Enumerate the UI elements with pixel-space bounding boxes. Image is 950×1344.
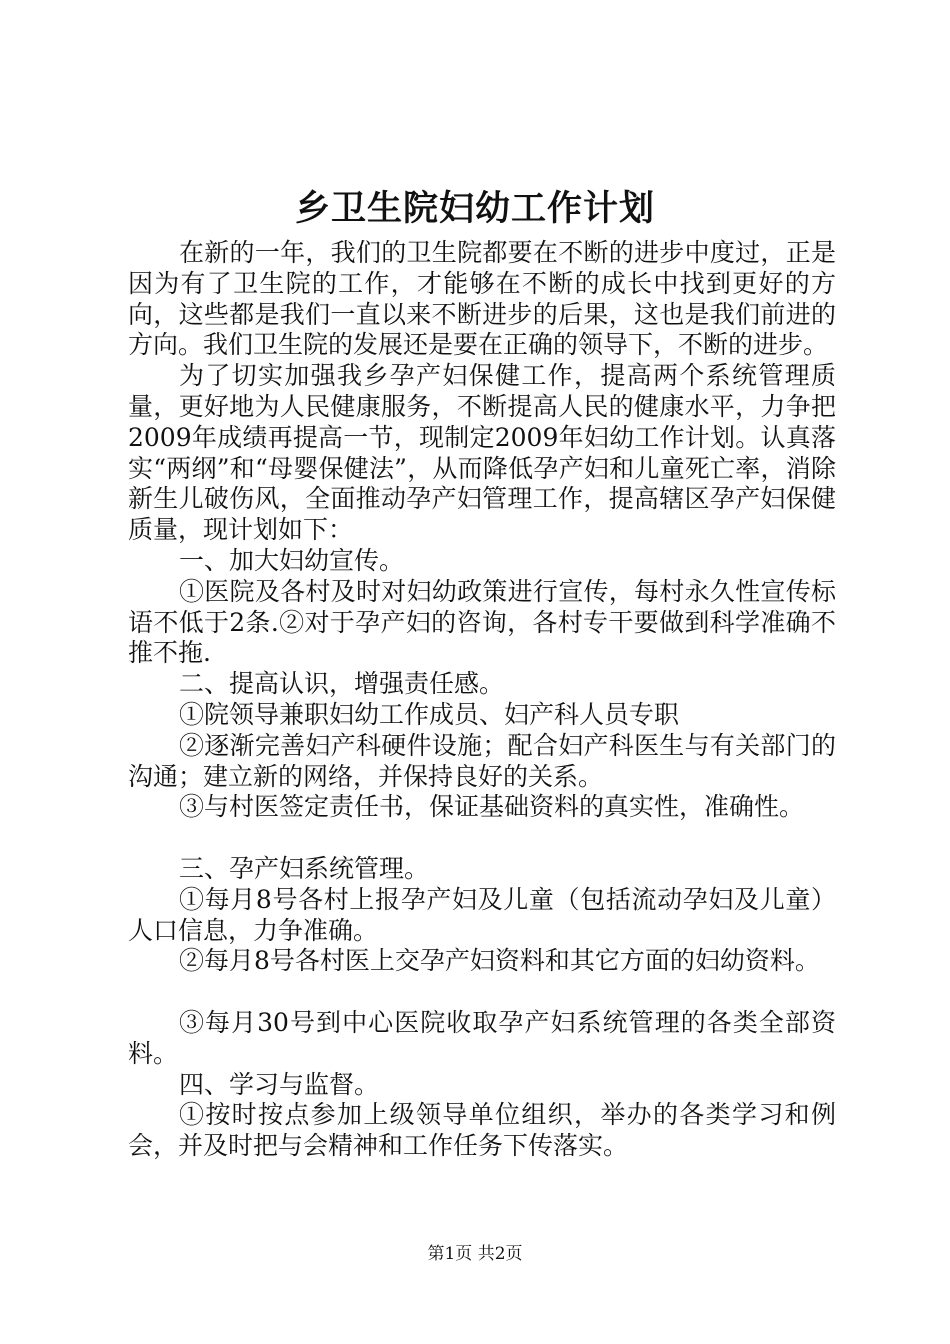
- section-heading-4: 四、学习与监督。: [179, 1069, 380, 1099]
- section-2-item-2: ②逐渐完善妇产科硬件设施；配合妇产科医生与有关部门的沟通；建立新的网络，并保持良好的关系。: [128, 730, 836, 791]
- document-title: 乡卫生院妇幼工作计划: [294, 188, 655, 229]
- section-4-item-1: ①按时按点参加上级领导单位组织，举办的各类学习和例会，并及时把与会精神和工作任务下传落实。: [128, 1100, 836, 1161]
- section-3-item-2: ②每月8号各村医上交孕产妇资料和其它方面的妇幼资料。: [179, 946, 820, 976]
- section-heading-1: 一、加大妇幼宣传。: [179, 545, 405, 575]
- section-1-item-1: ①医院及各村及时对妇幼政策进行宣传，每村永久性宣传标语不低于2条.②对于孕产妇的咨询，各村专干要做到科学准确不推不拖.: [128, 576, 836, 668]
- section-3-item-1: ①每月8号各村上报孕产妇及儿童（包括流动孕妇及儿童）人口信息，力争准确。: [128, 884, 836, 945]
- intro-paragraph: 在新的一年，我们的卫生院都要在不断的进步中度过，正是因为有了卫生院的工作，才能够在不断的成长中找到更好的方向，这些都是我们一直以来不断进步的后果，这也是我们前进的方向。我们卫生院的发展还是要在正确的领导下，不断的进步。: [128, 238, 836, 360]
- blank-line: [128, 823, 836, 854]
- section-2-item-1: ①院领导兼职妇幼工作成员、妇产科人员专职: [179, 699, 680, 729]
- page-number-footer: 第1页 共2页: [427, 1244, 523, 1264]
- document-body: [128, 238, 836, 1162]
- section-2-item-3: ③与村医签定责任书，保证基础资料的真实性，准确性。: [179, 792, 805, 822]
- section-3-item-3: ③每月30号到中心医院收取孕产妇系统管理的各类全部资料。: [128, 1007, 836, 1068]
- purpose-paragraph: 为了切实加强我乡孕产妇保健工作，提高两个系统管理质量，更好地为人民健康服务，不断提高人民的健康水平，力争把2009年成绩再提高一节，现制定2009年妇幼工作计划。认真落实“两纲”和“母婴保健法”，从而降低孕产妇和儿童死亡率，消除新生儿破伤风，全面推动孕产妇管理工作，提高辖区孕产妇保健质量，现计划如下：: [128, 361, 836, 545]
- section-heading-3: 三、孕产妇系统管理。: [179, 853, 430, 883]
- section-heading-2: 二、提高认识，增强责任感。: [179, 669, 505, 699]
- blank-line: [128, 977, 836, 1008]
